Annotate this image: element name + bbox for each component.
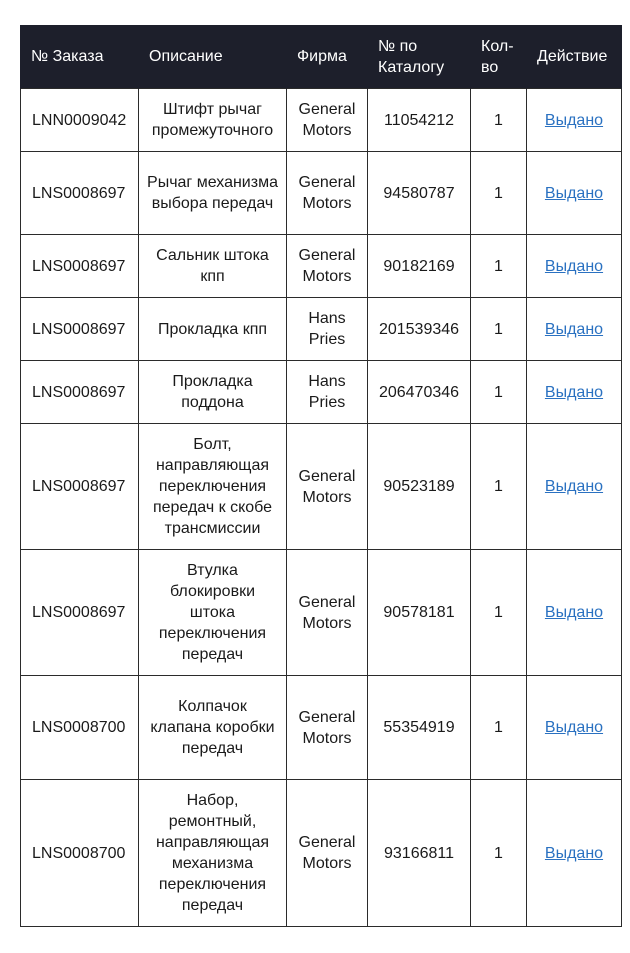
cell-firm: General Motors bbox=[287, 152, 368, 235]
cell-catalog: 11054212 bbox=[368, 89, 471, 152]
issued-link[interactable]: Выдано bbox=[544, 478, 604, 495]
cell-action bbox=[527, 676, 622, 780]
issued-link[interactable]: Выдано bbox=[544, 383, 604, 401]
cell-description: Болт, направляющая переключения передач к скобе трансмиссии bbox=[139, 424, 287, 550]
table-row bbox=[21, 424, 622, 550]
cell-order: LNS0008697 bbox=[21, 550, 139, 676]
cell-catalog: 90523189 bbox=[368, 424, 471, 550]
cell-order: LNN0009042 bbox=[21, 89, 139, 152]
cell-qty: 1 bbox=[471, 298, 527, 361]
orders-table-container bbox=[20, 25, 621, 927]
orders-table bbox=[20, 25, 622, 927]
cell-firm: General Motors bbox=[287, 235, 368, 298]
cell-qty: 1 bbox=[471, 676, 527, 780]
cell-catalog: 206470346 bbox=[368, 361, 471, 424]
cell-qty: 1 bbox=[471, 550, 527, 676]
issued-link[interactable]: Выдано bbox=[544, 184, 604, 202]
cell-order: LNS0008697 bbox=[21, 424, 139, 550]
cell-action bbox=[527, 361, 622, 424]
header-catalog: № по Каталогу bbox=[368, 25, 471, 89]
cell-action bbox=[527, 780, 622, 927]
cell-firm: Hans Pries bbox=[287, 361, 368, 424]
cell-order: LNS0008697 bbox=[21, 298, 139, 361]
issued-link[interactable]: Выдано bbox=[544, 320, 604, 338]
issued-link[interactable]: Выдано bbox=[544, 111, 604, 129]
cell-description: Прокладка кпп bbox=[139, 298, 287, 361]
cell-action bbox=[527, 152, 622, 235]
cell-description: Набор, ремонтный, направляющая механизма переключения передач bbox=[139, 780, 287, 927]
cell-action bbox=[527, 424, 622, 550]
cell-firm: General Motors bbox=[287, 676, 368, 780]
cell-qty: 1 bbox=[471, 89, 527, 152]
cell-qty: 1 bbox=[471, 361, 527, 424]
cell-action bbox=[527, 298, 622, 361]
cell-description: Рычаг механизма выбора передач bbox=[139, 152, 287, 235]
table-header bbox=[21, 25, 622, 89]
table-row bbox=[21, 89, 622, 152]
cell-firm: General Motors bbox=[287, 424, 368, 550]
table-row bbox=[21, 298, 622, 361]
table-row bbox=[21, 780, 622, 927]
header-action: Действие bbox=[527, 25, 622, 89]
table-row bbox=[21, 152, 622, 235]
cell-catalog: 90578181 bbox=[368, 550, 471, 676]
header-description: Описание bbox=[139, 25, 287, 89]
cell-order: LNS0008697 bbox=[21, 361, 139, 424]
issued-link[interactable]: Выдано bbox=[544, 719, 604, 736]
cell-description: Прокладка поддона bbox=[139, 361, 287, 424]
cell-description: Втулка блокировки штока переключения передач bbox=[139, 550, 287, 676]
cell-qty: 1 bbox=[471, 152, 527, 235]
table-row bbox=[21, 361, 622, 424]
table-body bbox=[21, 89, 622, 927]
cell-firm: General Motors bbox=[287, 89, 368, 152]
cell-firm: Hans Pries bbox=[287, 298, 368, 361]
header-firm: Фирма bbox=[287, 25, 368, 89]
cell-qty: 1 bbox=[471, 235, 527, 298]
cell-qty: 1 bbox=[471, 780, 527, 927]
cell-firm: General Motors bbox=[287, 550, 368, 676]
header-order: № Заказа bbox=[21, 25, 139, 89]
cell-order: LNS0008700 bbox=[21, 676, 139, 780]
cell-catalog: 201539346 bbox=[368, 298, 471, 361]
header-row bbox=[21, 25, 622, 89]
cell-order: LNS0008697 bbox=[21, 235, 139, 298]
cell-catalog: 90182169 bbox=[368, 235, 471, 298]
cell-description: Штифт рычаг промежуточного bbox=[139, 89, 287, 152]
cell-action bbox=[527, 89, 622, 152]
cell-qty: 1 bbox=[471, 424, 527, 550]
cell-firm: General Motors bbox=[287, 780, 368, 927]
table-row bbox=[21, 235, 622, 298]
cell-description: Колпачок клапана коробки передач bbox=[139, 676, 287, 780]
table-row bbox=[21, 550, 622, 676]
issued-link[interactable]: Выдано bbox=[544, 257, 604, 275]
header-qty: Кол-во bbox=[471, 25, 527, 89]
table-row bbox=[21, 676, 622, 780]
cell-action bbox=[527, 235, 622, 298]
issued-link[interactable]: Выдано bbox=[544, 844, 604, 862]
cell-order: LNS0008700 bbox=[21, 780, 139, 927]
cell-catalog: 94580787 bbox=[368, 152, 471, 235]
cell-action bbox=[527, 550, 622, 676]
cell-order: LNS0008697 bbox=[21, 152, 139, 235]
issued-link[interactable]: Выдано bbox=[544, 604, 604, 621]
cell-catalog: 93166811 bbox=[368, 780, 471, 927]
cell-description: Сальник штока кпп bbox=[139, 235, 287, 298]
cell-catalog: 55354919 bbox=[368, 676, 471, 780]
